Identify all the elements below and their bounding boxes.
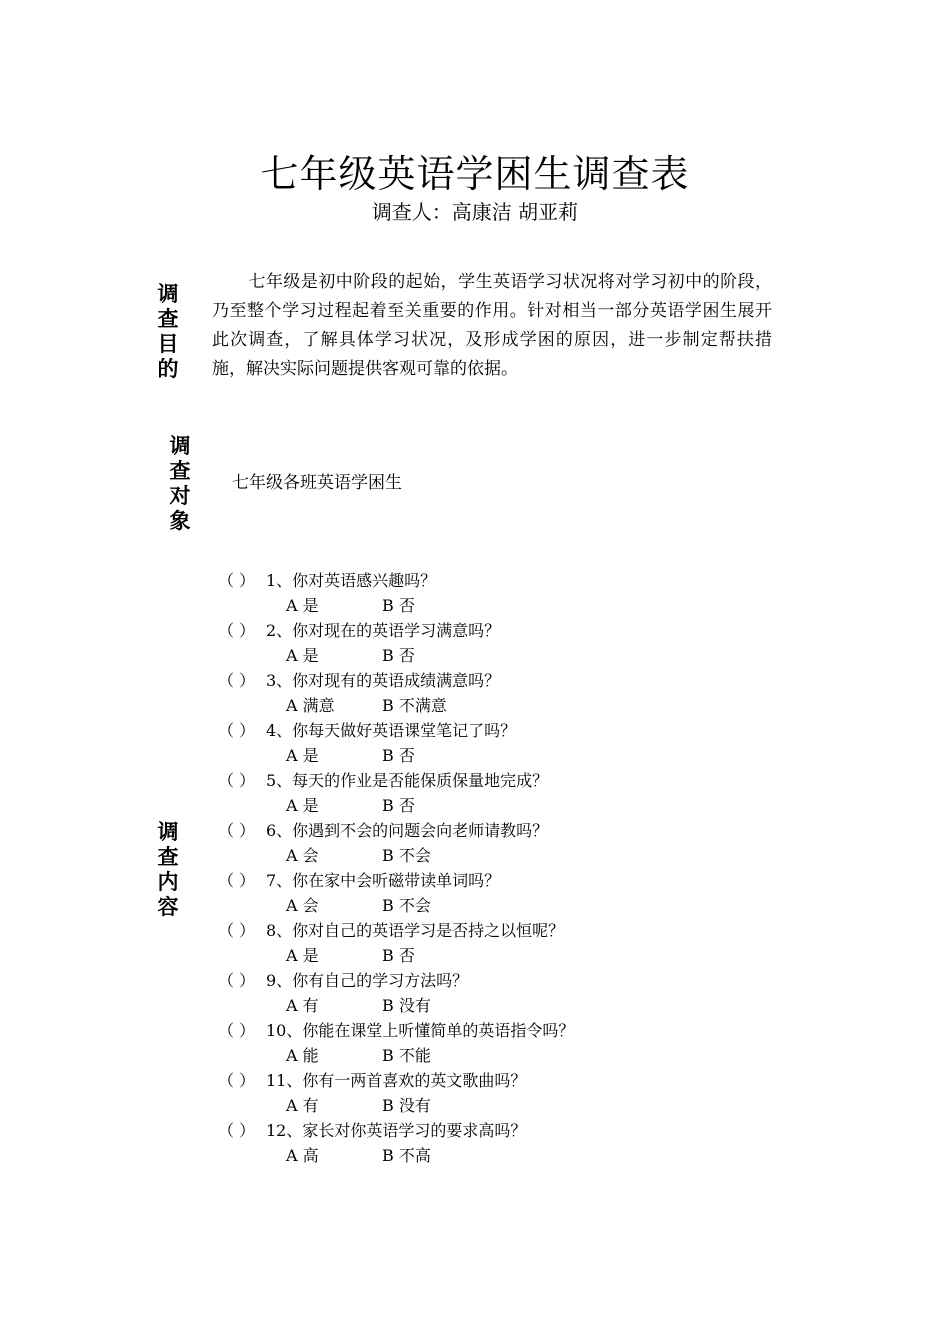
answer-blank[interactable]: （ ）: [218, 571, 256, 590]
option-b: B 没有: [382, 996, 431, 1015]
answer-blank[interactable]: （ ）: [218, 971, 256, 990]
question-text: 12、家长对你英语学习的要求高吗？: [266, 1121, 527, 1140]
answer-blank[interactable]: （ ）: [218, 921, 256, 940]
question-text: 2、你对现在的英语学习满意吗？: [266, 621, 501, 640]
option-b: B 否: [382, 796, 415, 815]
option-a: A 是: [286, 646, 319, 665]
option-b: B 否: [382, 946, 415, 965]
purpose-paragraph: [212, 268, 772, 384]
question-item: [218, 918, 738, 968]
option-b: B 没有: [382, 1096, 431, 1115]
option-b: B 否: [382, 596, 415, 615]
answer-blank[interactable]: （ ）: [218, 671, 256, 690]
answer-blank[interactable]: （ ）: [218, 621, 256, 640]
option-a: A 有: [286, 1096, 319, 1115]
question-item: [218, 668, 738, 718]
answer-blank[interactable]: （ ）: [218, 721, 256, 740]
answer-blank[interactable]: （ ）: [218, 1121, 256, 1140]
purpose-label-char: 调: [157, 282, 179, 306]
question-text: 10、你能在课堂上听懂简单的英语指令吗？: [266, 1021, 575, 1040]
question-item: [218, 1018, 738, 1068]
target-text: 七年级各班英语学困生: [232, 473, 402, 493]
content-label: [154, 820, 182, 920]
target-label-char: 对: [169, 484, 191, 508]
target-label-char: 象: [169, 509, 191, 533]
answer-blank[interactable]: （ ）: [218, 1021, 256, 1040]
content-label-char: 容: [157, 895, 179, 919]
option-a: A 高: [286, 1146, 319, 1165]
purpose-label-char: 目: [157, 332, 179, 356]
question-item: [218, 568, 738, 618]
target-label-char: 调: [169, 434, 191, 458]
question-text: 3、你对现有的英语成绩满意吗？: [266, 671, 501, 690]
question-text: 6、你遇到不会的问题会向老师请教吗？: [266, 821, 549, 840]
page-title: 七年级英语学困生调查表: [260, 152, 690, 196]
question-item: [218, 618, 738, 668]
question-item: [218, 818, 738, 868]
option-b: B 否: [382, 746, 415, 765]
option-a: A 是: [286, 796, 319, 815]
option-b: B 不会: [382, 896, 431, 915]
answer-blank[interactable]: （ ）: [218, 771, 256, 790]
question-item: [218, 718, 738, 768]
answer-blank[interactable]: （ ）: [218, 871, 256, 890]
question-text: 4、你每天做好英语课堂笔记了吗？: [266, 721, 517, 740]
question-text: 8、你对自己的英语学习是否持之以恒呢？: [266, 921, 565, 940]
option-a: A 是: [286, 746, 319, 765]
question-text: 9、你有自己的学习方法吗？: [266, 971, 469, 990]
option-a: A 是: [286, 946, 319, 965]
purpose-text: 七年级是初中阶段的起始，学生英语学习状况将对学习初中的阶段，乃至整个学习过程起着至关重要的作用。针对相当一部分英语学困生展开此次调查，了解具体学习状况，及形成学困的原因，进一步制定帮扶措施，解决实际问题提供客观可靠的依据。: [212, 272, 772, 379]
answer-blank[interactable]: （ ）: [218, 821, 256, 840]
content-label-char: 内: [157, 870, 179, 894]
question-text: 5、每天的作业是否能保质保量地完成？: [266, 771, 549, 790]
option-b: B 不会: [382, 846, 431, 865]
content-label-char: 查: [157, 845, 179, 869]
option-a: A 是: [286, 596, 319, 615]
question-text: 11、你有一两首喜欢的英文歌曲吗？: [266, 1071, 527, 1090]
question-item: [218, 868, 738, 918]
option-b: B 否: [382, 646, 415, 665]
target-label: [166, 434, 194, 534]
question-text: 7、你在家中会听磁带读单词吗？: [266, 871, 501, 890]
question-list: [218, 568, 738, 1168]
option-a: A 有: [286, 996, 319, 1015]
purpose-label: [154, 282, 182, 382]
purpose-label-char: 查: [157, 307, 179, 331]
option-b: B 不满意: [382, 696, 447, 715]
question-item: [218, 1068, 738, 1118]
question-text: 1、你对英语感兴趣吗？: [266, 571, 437, 590]
option-a: A 满意: [286, 696, 335, 715]
question-item: [218, 768, 738, 818]
purpose-label-char: 的: [157, 357, 179, 381]
question-item: [218, 968, 738, 1018]
option-a: A 能: [286, 1046, 319, 1065]
option-b: B 不能: [382, 1046, 431, 1065]
target-label-char: 查: [169, 459, 191, 483]
question-item: [218, 1118, 738, 1168]
content-label-char: 调: [157, 820, 179, 844]
option-a: A 会: [286, 896, 319, 915]
answer-blank[interactable]: （ ）: [218, 1071, 256, 1090]
option-a: A 会: [286, 846, 319, 865]
surveyor-line: 调查人：高康洁 胡亚莉: [371, 200, 579, 224]
option-b: B 不高: [382, 1146, 431, 1165]
